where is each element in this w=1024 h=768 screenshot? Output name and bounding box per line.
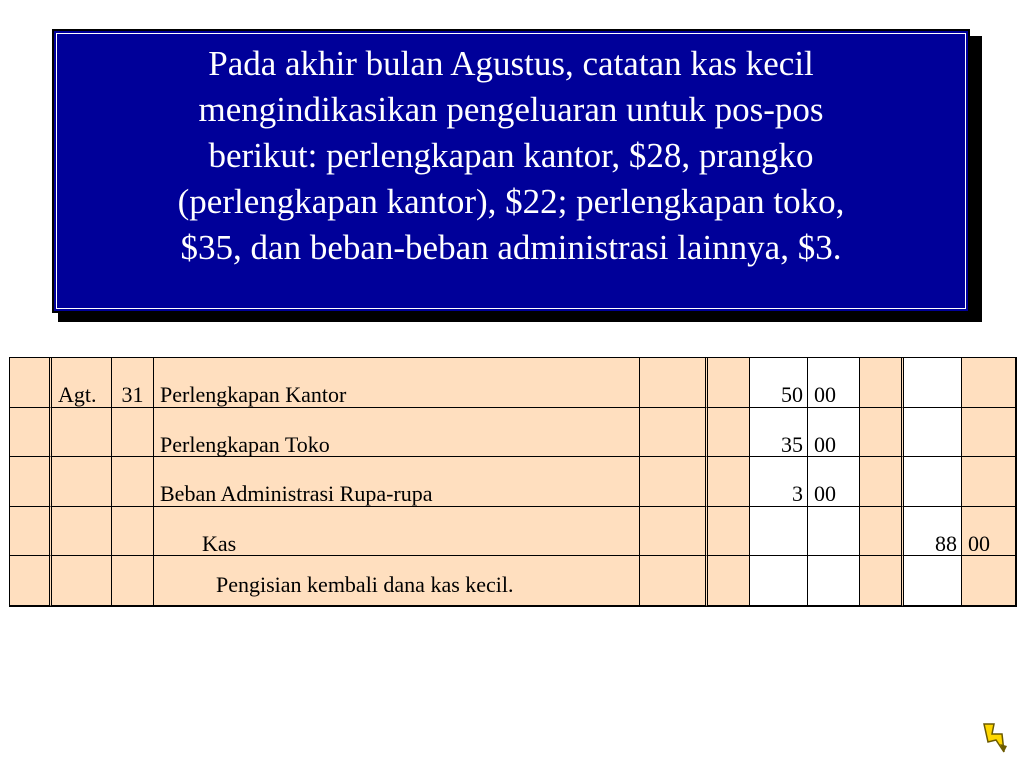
problem-line-3: berikut: perlengkapan kantor, $28, prangko [208, 136, 814, 175]
journal-month-cell [52, 457, 112, 507]
journal-debit-cents-cell [808, 507, 860, 557]
journal-month-cell [52, 408, 112, 458]
journal-day-cell: 31 [112, 358, 154, 408]
journal-account-cell: Perlengkapan Kantor [154, 358, 640, 408]
journal-account-cell: Perlengkapan Toko [154, 408, 640, 458]
journal-debit-cents-cell: 00 [808, 358, 860, 408]
journal-debit-dollars-cell: 35 [750, 408, 808, 458]
journal-blank-cell [708, 408, 750, 458]
journal-credit-cents-cell [962, 457, 1016, 507]
journal-credit-dollars-cell [904, 556, 962, 606]
journal-blank-cell [10, 507, 52, 557]
journal-blank-cell [640, 556, 708, 606]
journal-credit-dollars-cell [904, 408, 962, 458]
journal-month-cell: Agt. [52, 358, 112, 408]
journal-blank-cell [860, 457, 904, 507]
journal-blank-cell [860, 408, 904, 458]
lightning-bolt-icon[interactable] [980, 722, 1010, 754]
journal-blank-cell [708, 507, 750, 557]
journal-credit-dollars-cell: 88 [904, 507, 962, 557]
journal-day-cell [112, 457, 154, 507]
journal-debit-cents-cell: 00 [808, 457, 860, 507]
journal-account-cell: Beban Administrasi Rupa-rupa [154, 457, 640, 507]
journal-day-cell [112, 507, 154, 557]
journal-blank-cell [10, 556, 52, 606]
journal-blank-cell [860, 556, 904, 606]
journal-blank-cell [640, 507, 708, 557]
journal-debit-cents-cell: 00 [808, 408, 860, 458]
journal-credit-dollars-cell [904, 358, 962, 408]
journal-account-cell: Kas [154, 507, 640, 557]
journal-debit-cents-cell [808, 556, 860, 606]
journal-blank-cell [708, 358, 750, 408]
problem-line-1: Pada akhir bulan Agustus, catatan kas kecil [208, 44, 814, 83]
journal-debit-dollars-cell: 50 [750, 358, 808, 408]
journal-credit-cents-cell: 00 [962, 507, 1016, 557]
journal-credit-dollars-cell [904, 457, 962, 507]
journal-debit-dollars-cell: 3 [750, 457, 808, 507]
journal-blank-cell [860, 358, 904, 408]
journal-credit-cents-cell [962, 556, 1016, 606]
problem-line-4: (perlengkapan kantor), $22; perlengkapan toko, [177, 182, 845, 221]
journal-blank-cell [10, 358, 52, 408]
problem-box [52, 29, 970, 313]
journal-credit-cents-cell [962, 358, 1016, 408]
journal-blank-cell [860, 507, 904, 557]
journal-blank-cell [708, 556, 750, 606]
journal-day-cell [112, 556, 154, 606]
journal-blank-cell [640, 457, 708, 507]
journal-blank-cell [640, 408, 708, 458]
journal-credit-cents-cell [962, 408, 1016, 458]
journal-account-cell: Pengisian kembali dana kas kecil. [154, 556, 640, 606]
journal-blank-cell [708, 457, 750, 507]
journal-blank-cell [640, 358, 708, 408]
journal-blank-cell [10, 408, 52, 458]
journal-entry-table [9, 357, 1017, 607]
problem-statement [64, 41, 958, 271]
journal-month-cell [52, 556, 112, 606]
journal-debit-dollars-cell [750, 556, 808, 606]
journal-month-cell [52, 507, 112, 557]
journal-day-cell [112, 408, 154, 458]
problem-line-2: mengindikasikan pengeluaran untuk pos-pos [198, 90, 824, 129]
problem-line-5: $35, dan beban-beban administrasi lainnya, $3. [180, 228, 842, 267]
journal-debit-dollars-cell [750, 507, 808, 557]
journal-blank-cell [10, 457, 52, 507]
